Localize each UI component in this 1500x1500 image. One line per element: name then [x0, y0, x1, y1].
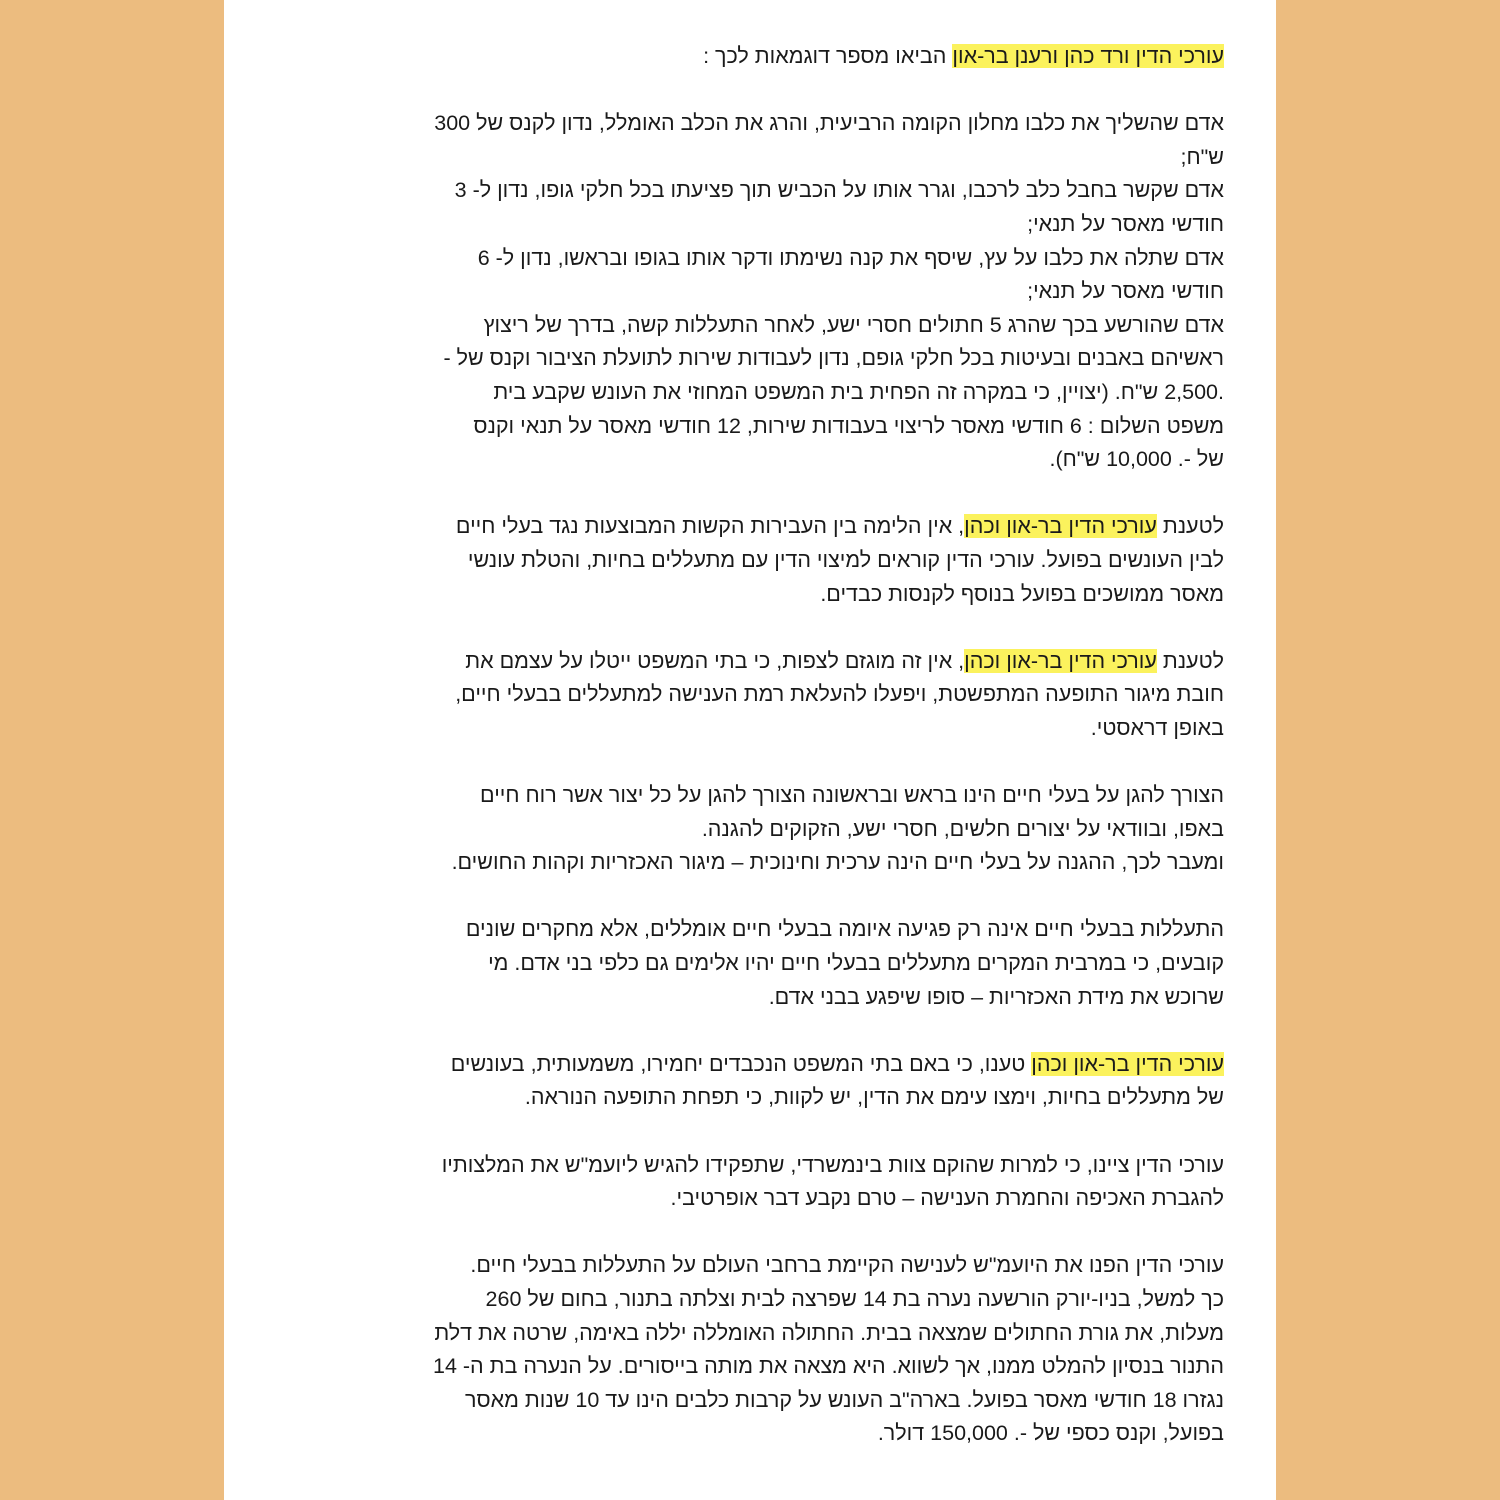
text-line — [324, 1317, 1224, 1351]
line-text: של -. 10,000 ש"ח). — [1049, 447, 1224, 472]
text-line — [324, 846, 1224, 880]
text-line — [324, 1417, 1224, 1451]
line-text: , אין הלימה בין העבירות הקשות המבוצעות נגד בעלי חיים — [455, 514, 965, 539]
document-page — [224, 0, 1276, 1500]
paragraph — [324, 107, 1224, 477]
text-line — [324, 913, 1224, 947]
line-text: הביאו מספר דוגמאות לכך : — [703, 44, 953, 68]
text-line — [324, 40, 1224, 74]
document-body — [324, 40, 1224, 1485]
text-line — [324, 1283, 1224, 1317]
text-line — [324, 678, 1224, 712]
line-text: להגברת האכיפה והחמרת הענישה – טרם נקבע דבר אופרטיבי. — [670, 1186, 1224, 1211]
line-text: אדם שהשליך את כלבו מחלון הקומה הרביעית, והרג את הכלב האומלל, נדון לקנס של 300 — [434, 111, 1224, 136]
line-text: , אין זה מוגזם לצפות, כי בתי המשפט ייטלו על עצמם את — [465, 648, 965, 673]
text-line — [324, 712, 1224, 746]
text-line — [324, 443, 1224, 477]
text-line — [324, 1384, 1224, 1418]
line-text: התנור בנסיון להמלט ממנו, אך לשווא. היא מצאה את מותה בייסורים. על הנערה בת ה- 14 — [432, 1354, 1224, 1379]
paragraph — [324, 1048, 1224, 1115]
line-text: עורכי הדין ציינו, כי למרות שהוקם צוות בינמשרדי, שתפקידו להגיש ליועמ"ש את המלצותיו — [441, 1152, 1224, 1177]
line-text: .2,500 ש"ח. (יצויין, כי במקרה זה הפחית בית המשפט המחוזי את העונש שקבע בית — [493, 379, 1224, 404]
line-text: נגזרו 18 חודשי מאסר בפועל. בארה"ב העונש על קרבות כלבים הינו עד 10 שנות מאסר — [465, 1387, 1224, 1412]
highlighted-names: עורכי הדין בר-און וכהן — [964, 514, 1157, 539]
text-line — [324, 510, 1224, 544]
text-line — [324, 1081, 1224, 1115]
line-text: חודשי מאסר על תנאי; — [1027, 279, 1224, 304]
highlighted-names: עורכי הדין בר-און וכהן — [1031, 1051, 1224, 1076]
text-line — [324, 275, 1224, 309]
line-text: בפועל, וקנס כספי של -. 150,000 דולר. — [877, 1421, 1224, 1446]
text-line — [324, 813, 1224, 847]
line-text: באופן דראסטי. — [1090, 715, 1224, 740]
paragraph — [324, 645, 1224, 746]
line-text: חובת מיגור התופעה המתפשטת, ויפעלו להעלאת רמת הענישה למתעללים בבעלי חיים, — [455, 682, 1224, 707]
line-text: ומעבר לכך, ההגנה על בעלי חיים הינה ערכית וחינוכית – מיגור האכזריות וקהות החושים. — [451, 850, 1224, 875]
text-line — [324, 1182, 1224, 1216]
line-text: אדם שהורשע בכך שהרג 5 חתולים חסרי ישע, לאחר התעללות קשה, בדרך של ריצוץ — [483, 312, 1224, 337]
highlighted-names: עורכי הדין ורד כהן ורענן בר-און — [952, 44, 1224, 68]
text-line — [324, 309, 1224, 343]
text-line — [324, 107, 1224, 141]
text-line — [324, 645, 1224, 679]
text-line — [324, 1249, 1224, 1283]
line-text: התעללות בבעלי חיים אינה רק פגיעה איומה בבעלי חיים אומללים, אלא מחקרים שונים — [465, 917, 1224, 942]
line-text: ראשיהם באבנים ובעיטות בכל חלקי גופם, נדון לעבודות שירות לתועלת הציבור וקנס של - — [443, 346, 1224, 371]
line-text: עורכי הדין הפנו את היועמ"ש לענישה הקיימת ברחבי העולם על התעללות בבעלי חיים. — [470, 1253, 1224, 1278]
line-text: אדם שתלה את כלבו על עץ, שיסף את קנה נשימתו ודקר אותו בגופו ובראשו, נדון ל- 6 — [477, 245, 1224, 270]
paragraph — [324, 913, 1224, 1014]
line-text: מאסר ממושכים בפועל בנוסף לקנסות כבדים. — [820, 581, 1224, 606]
paragraph — [324, 510, 1224, 611]
line-text: קובעים, כי במרבית המקרים מתעללים בבעלי חיים יהיו אלימים גם כלפי בני אדם. מי — [488, 951, 1224, 976]
paragraph — [324, 40, 1224, 74]
text-line — [324, 242, 1224, 276]
line-prefix: לטענת — [1156, 514, 1224, 539]
line-text: לבין העונשים בפועל. עורכי הדין קוראים למיצוי הדין עם מתעללים בחיות, והטלת עונשי — [467, 547, 1224, 572]
text-line — [324, 1350, 1224, 1384]
text-line — [324, 141, 1224, 175]
line-text: טענו, כי באם בתי המשפט הנכבדים יחמירו, משמעותית, בעונשים — [450, 1051, 1032, 1076]
text-line — [324, 779, 1224, 813]
line-text: הצורך להגן על בעלי חיים הינו בראש ובראשונה הצורך להגן על כל יצור אשר רוח חיים — [480, 783, 1224, 808]
line-prefix: לטענת — [1156, 648, 1224, 673]
paragraph — [324, 1249, 1224, 1451]
line-text: כך למשל, בניו-יורק הורשעה נערה בת 14 שפרצה לבית וצלתה בתנור, בחום של 260 — [485, 1286, 1224, 1311]
line-text: אדם שקשר בחבל כלב לרכבו, וגרר אותו על הכביש תוך פציעתו בכל חלקי גופו, נדון ל- 3 — [454, 178, 1224, 203]
line-text: מעלות, את גורת החתולים שמצאה בבית. החתולה האומללה יללה באימה, שרטה את דלת — [434, 1320, 1224, 1345]
paragraph — [324, 1149, 1224, 1216]
line-text: חודשי מאסר על תנאי; — [1027, 211, 1224, 236]
line-text: של מתעללים בחיות, וימצו עימם את הדין, יש לקוות, כי תפחת התופעה הנוראה. — [524, 1085, 1224, 1110]
paragraph — [324, 779, 1224, 880]
text-line — [324, 410, 1224, 444]
text-line — [324, 981, 1224, 1015]
line-text: באפו, ובוודאי על יצורים חלשים, חסרי ישע, הזקוקים להגנה. — [701, 816, 1224, 841]
line-text: שרוכש את מידת האכזריות – סופו שיפגע בבני אדם. — [768, 984, 1224, 1009]
highlighted-names: עורכי הדין בר-און וכהן — [964, 648, 1157, 673]
line-text: ש"ח; — [1180, 144, 1224, 169]
text-line — [324, 544, 1224, 578]
text-line — [324, 174, 1224, 208]
text-line — [324, 342, 1224, 376]
text-line — [324, 1048, 1224, 1082]
line-text: משפט השלום : 6 חודשי מאסר לריצוי בעבודות שירות, 12 חודשי מאסר על תנאי וקנס — [473, 413, 1224, 438]
text-line — [324, 578, 1224, 612]
text-line — [324, 947, 1224, 981]
text-line — [324, 376, 1224, 410]
text-line — [324, 208, 1224, 242]
text-line — [324, 1149, 1224, 1183]
